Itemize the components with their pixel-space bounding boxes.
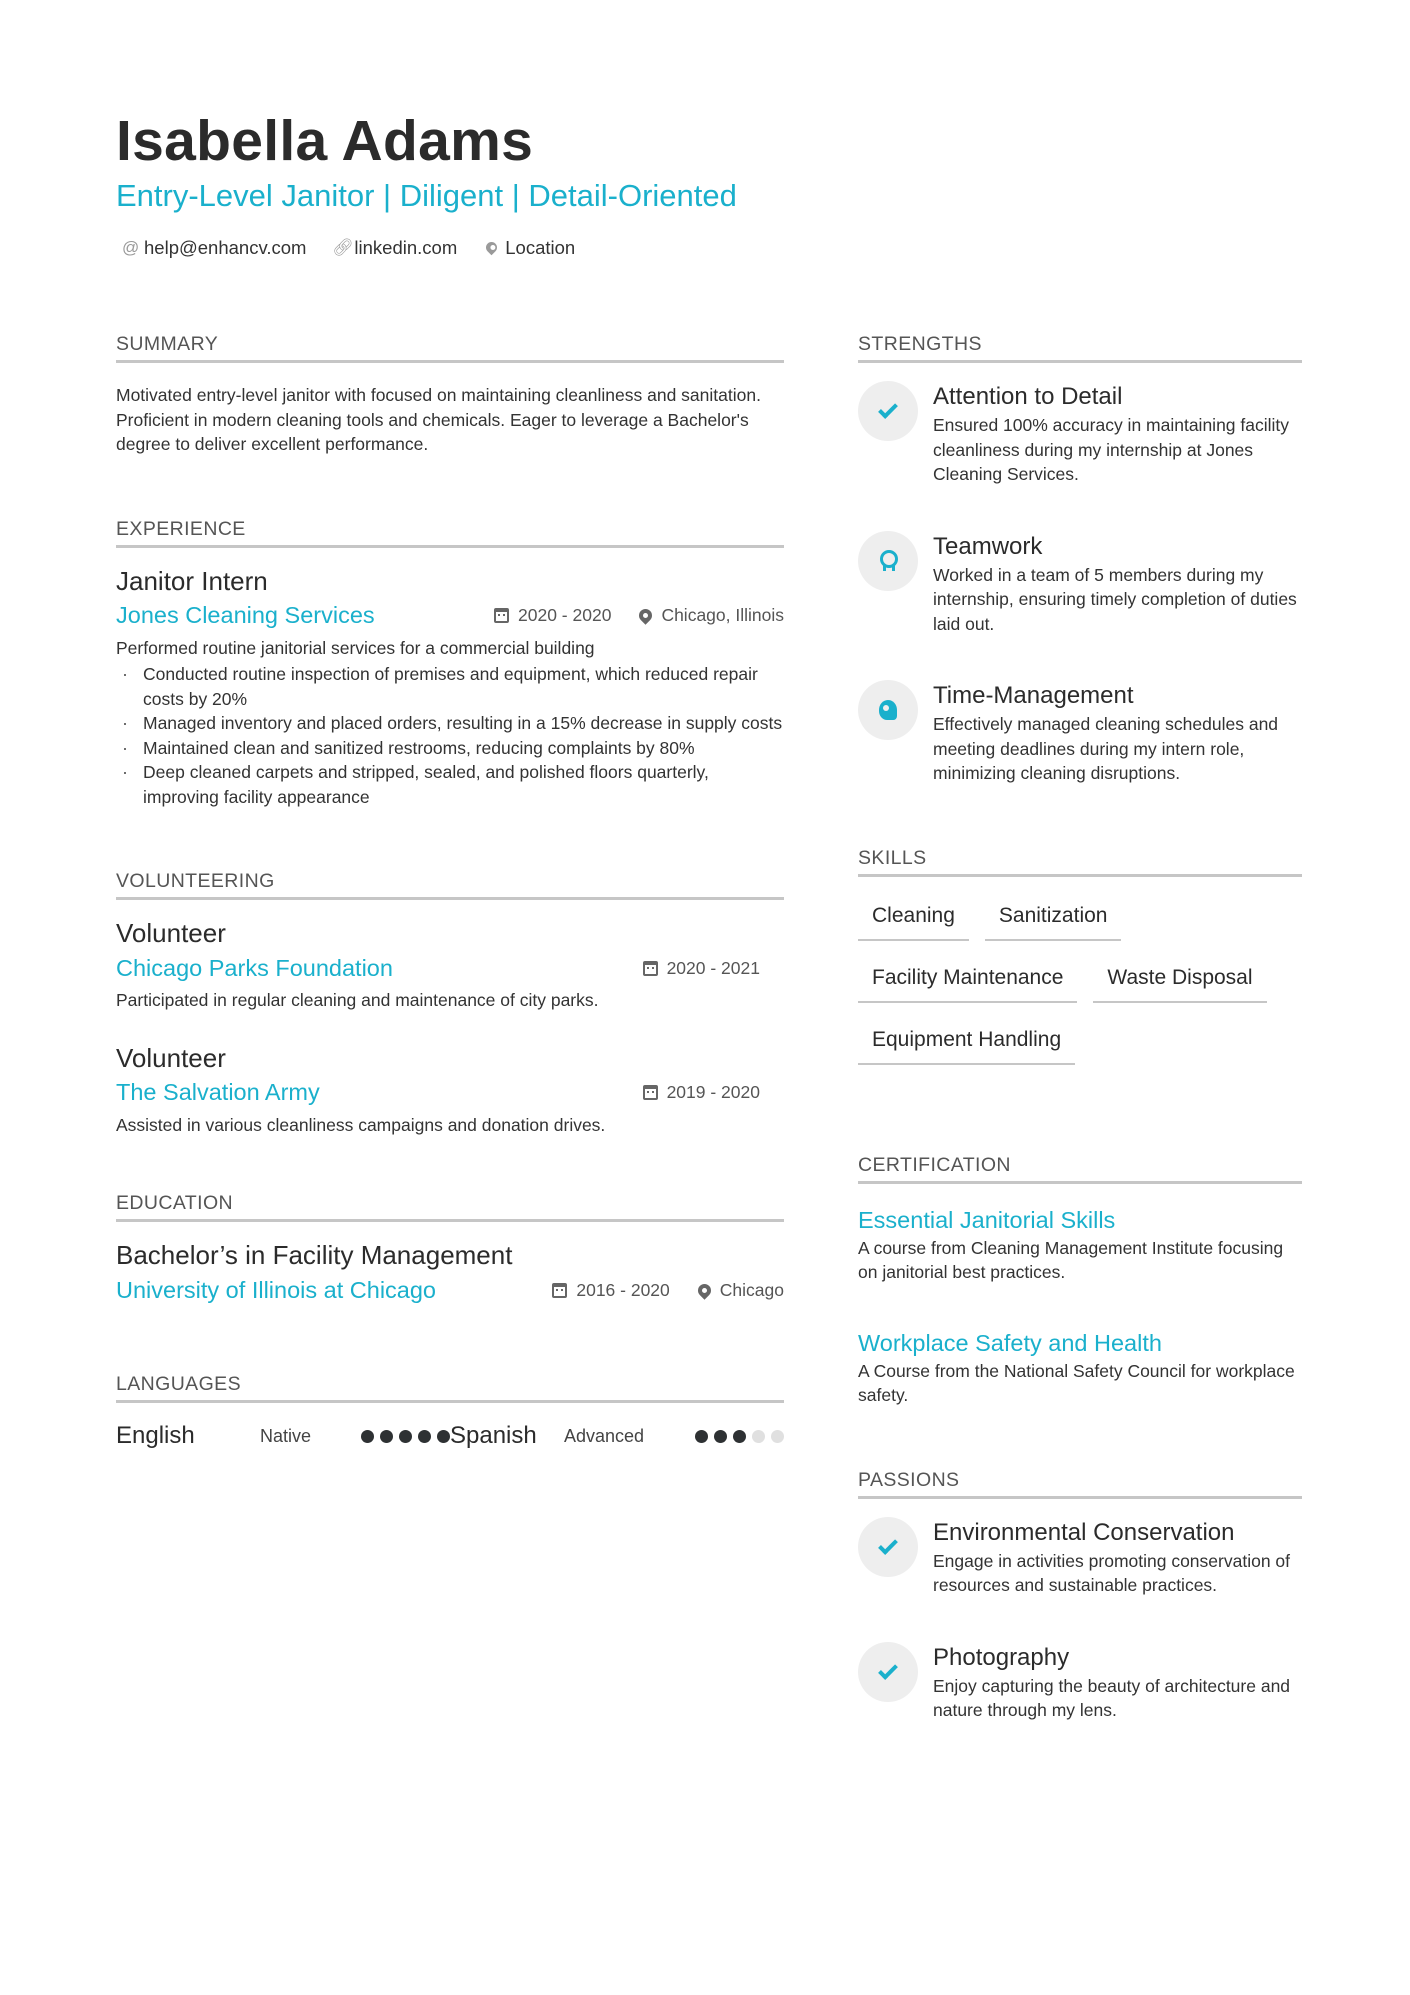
link-icon: 🔗︎ <box>332 238 355 257</box>
location-icon <box>483 238 499 258</box>
location-pin-icon <box>637 606 655 624</box>
volunteering-item <box>116 916 784 1013</box>
language-item <box>116 1422 450 1450</box>
contact-linkedin-text: linkedin.com <box>354 237 458 258</box>
checkmark-icon <box>858 1642 918 1702</box>
section-title-strengths: STRENGTHS <box>858 330 1302 363</box>
language-item <box>450 1422 784 1450</box>
volunteering-org: Chicago Parks Foundation <box>116 954 393 981</box>
strength-title: Attention to Detail <box>933 383 1123 410</box>
volunteering-section <box>116 867 784 1137</box>
summary-section <box>116 330 784 457</box>
skill-tag: Facility Maintenance <box>858 957 1077 1003</box>
passion-item <box>858 1517 1302 1598</box>
summary-text: Motivated entry-level janitor with focused on maintaining cleanliness and sanitation. Proficient in modern cleaning tools and chemicals. Eager to leverage a Bachelor's degree to deliver excellent performance. <box>116 385 761 454</box>
rating-dot-filled <box>437 1430 450 1443</box>
language-rating <box>689 1430 784 1443</box>
language-name: Spanish <box>450 1422 537 1449</box>
certification-item <box>858 1327 1302 1408</box>
strength-title: Time-Management <box>933 682 1134 709</box>
experience-description: Performed routine janitorial services for a commercial building <box>116 637 595 658</box>
education-location: Chicago <box>719 1279 784 1300</box>
rating-dot-filled <box>695 1430 708 1443</box>
calendar-icon <box>643 1085 658 1100</box>
strength-item <box>858 531 1302 637</box>
experience-org-row <box>116 598 784 634</box>
volunteering-dates: 2019 - 2020 <box>666 1082 760 1102</box>
at-icon: @ <box>122 238 140 257</box>
education-school: University of Illinois at Chicago <box>116 1276 436 1303</box>
experience-location: Chicago, Illinois <box>661 605 784 625</box>
education-dates: 2016 - 2020 <box>576 1279 670 1300</box>
candidate-name: Isabella Adams <box>116 109 534 173</box>
passion-item <box>858 1642 1302 1723</box>
certification-description: A Course from the National Safety Council for workplace safety. <box>858 1360 1295 1405</box>
strength-item <box>858 680 1302 786</box>
rating-dot-empty <box>752 1430 765 1443</box>
bullet-item: · Conducted routine inspection of premises and equipment, which reduced repair costs by 20% <box>116 662 784 711</box>
education-item <box>116 1238 784 1308</box>
certification-item <box>858 1204 1302 1285</box>
experience-role: Janitor Intern <box>116 565 268 596</box>
volunteering-meta <box>643 1082 760 1103</box>
passion-title: Photography <box>933 1643 1070 1671</box>
experience-dates: 2020 - 2020 <box>518 605 612 625</box>
skill-tag: Cleaning <box>858 895 969 941</box>
languages-section <box>116 1370 784 1451</box>
strengths-section <box>858 330 1302 786</box>
rating-dot-filled <box>380 1430 393 1443</box>
contact-location-text: Location <box>505 237 576 258</box>
section-title-education: EDUCATION <box>116 1189 784 1222</box>
passion-title: Environmental Conservation <box>933 1518 1235 1546</box>
strength-description: Ensured 100% accuracy in maintaining facility cleanliness during my internship at Jones Cleaning Services. <box>933 415 1290 484</box>
language-rating <box>355 1430 450 1443</box>
contact-location <box>483 237 575 259</box>
rating-dot-filled <box>714 1430 727 1443</box>
certification-title: Workplace Safety and Health <box>858 1329 1162 1356</box>
section-title-experience: EXPERIENCE <box>116 515 784 548</box>
strength-item <box>858 381 1302 487</box>
volunteering-description: Assisted in various cleanliness campaigns and donation drives. <box>116 1114 606 1135</box>
rating-dot-filled <box>733 1430 746 1443</box>
rating-dot-filled <box>418 1430 431 1443</box>
section-title-volunteering: VOLUNTEERING <box>116 867 784 900</box>
experience-bullets <box>116 662 784 809</box>
strength-description: Effectively managed cleaning schedules and meeting deadlines during my intern role, minimizing cleaning disruptions. <box>933 714 1279 783</box>
skills-list <box>858 895 1302 1081</box>
bullet-item: · Deep cleaned carpets and stripped, sealed, and polished floors quarterly, improving facility appearance <box>116 760 784 809</box>
passion-description: Engage in activities promoting conservation of resources and sustainable practices. <box>933 1550 1291 1595</box>
certification-section <box>858 1151 1302 1408</box>
checkmark-icon <box>858 1517 918 1577</box>
volunteering-org: The Salvation Army <box>116 1079 320 1105</box>
certification-description: A course from Cleaning Management Institute focusing on janitorial best practices. <box>858 1237 1284 1282</box>
passions-section <box>858 1466 1302 1723</box>
education-meta <box>552 1280 784 1301</box>
passion-description: Enjoy capturing the beauty of architecture and nature through my lens. <box>933 1675 1291 1720</box>
volunteering-org-row <box>116 950 784 986</box>
calendar-icon <box>494 608 509 623</box>
volunteering-description: Participated in regular cleaning and maintenance of city parks. <box>116 990 599 1010</box>
section-title-summary: SUMMARY <box>116 330 784 363</box>
rating-dot-filled <box>399 1430 412 1443</box>
checkmark-icon <box>858 381 918 441</box>
language-level: Native <box>260 1425 312 1446</box>
calendar-icon <box>643 961 658 976</box>
contact-linkedin[interactable] <box>332 237 457 259</box>
skill-tag: Sanitization <box>985 895 1122 941</box>
rating-dot-empty <box>771 1430 784 1443</box>
volunteering-org-row <box>116 1075 784 1111</box>
volunteering-role: Volunteer <box>116 918 226 948</box>
bullet-item: · Managed inventory and placed orders, resulting in a 15% decrease in supply costs <box>116 711 784 736</box>
volunteering-dates: 2020 - 2021 <box>666 957 760 978</box>
rating-dot-filled <box>361 1430 374 1443</box>
education-org-row <box>116 1272 784 1308</box>
section-title-languages: LANGUAGES <box>116 1370 784 1403</box>
section-title-passions: PASSIONS <box>858 1466 1302 1499</box>
right-column <box>858 330 1302 1723</box>
section-title-skills: SKILLS <box>858 844 1302 877</box>
section-title-certification: CERTIFICATION <box>858 1151 1302 1184</box>
certification-title: Essential Janitorial Skills <box>858 1206 1116 1233</box>
language-level: Advanced <box>564 1425 645 1446</box>
experience-org: Jones Cleaning Services <box>116 602 375 628</box>
volunteering-meta <box>643 958 760 979</box>
strength-description: Worked in a team of 5 members during my internship, ensuring timely completion of duties laid out. <box>933 564 1297 634</box>
experience-section <box>116 515 784 810</box>
skill-tag: Equipment Handling <box>858 1019 1075 1065</box>
experience-item <box>116 564 784 810</box>
volunteering-role: Volunteer <box>116 1042 226 1073</box>
contact-bar <box>122 234 601 262</box>
medal-icon <box>858 531 918 591</box>
left-column <box>116 330 784 1451</box>
bullet-item: · Maintained clean and sanitized restrooms, reducing complaints by 80% <box>116 736 784 761</box>
contact-email[interactable] <box>122 237 306 259</box>
skill-tag: Waste Disposal <box>1093 957 1266 1003</box>
education-degree: Bachelor’s in Facility Management <box>116 1240 513 1270</box>
calendar-icon <box>552 1283 567 1298</box>
strength-title: Teamwork <box>933 532 1043 560</box>
head-icon <box>858 680 918 740</box>
experience-meta <box>494 605 784 626</box>
education-section <box>116 1189 784 1308</box>
contact-email-text: help@enhancv.com <box>144 237 307 258</box>
location-pin-icon <box>695 1281 713 1299</box>
language-name: English <box>116 1422 195 1449</box>
candidate-headline: Entry-Level Janitor | Diligent | Detail-Oriented <box>116 178 737 213</box>
volunteering-item <box>116 1041 784 1138</box>
languages-list <box>116 1421 784 1451</box>
skills-section <box>858 844 1302 1081</box>
